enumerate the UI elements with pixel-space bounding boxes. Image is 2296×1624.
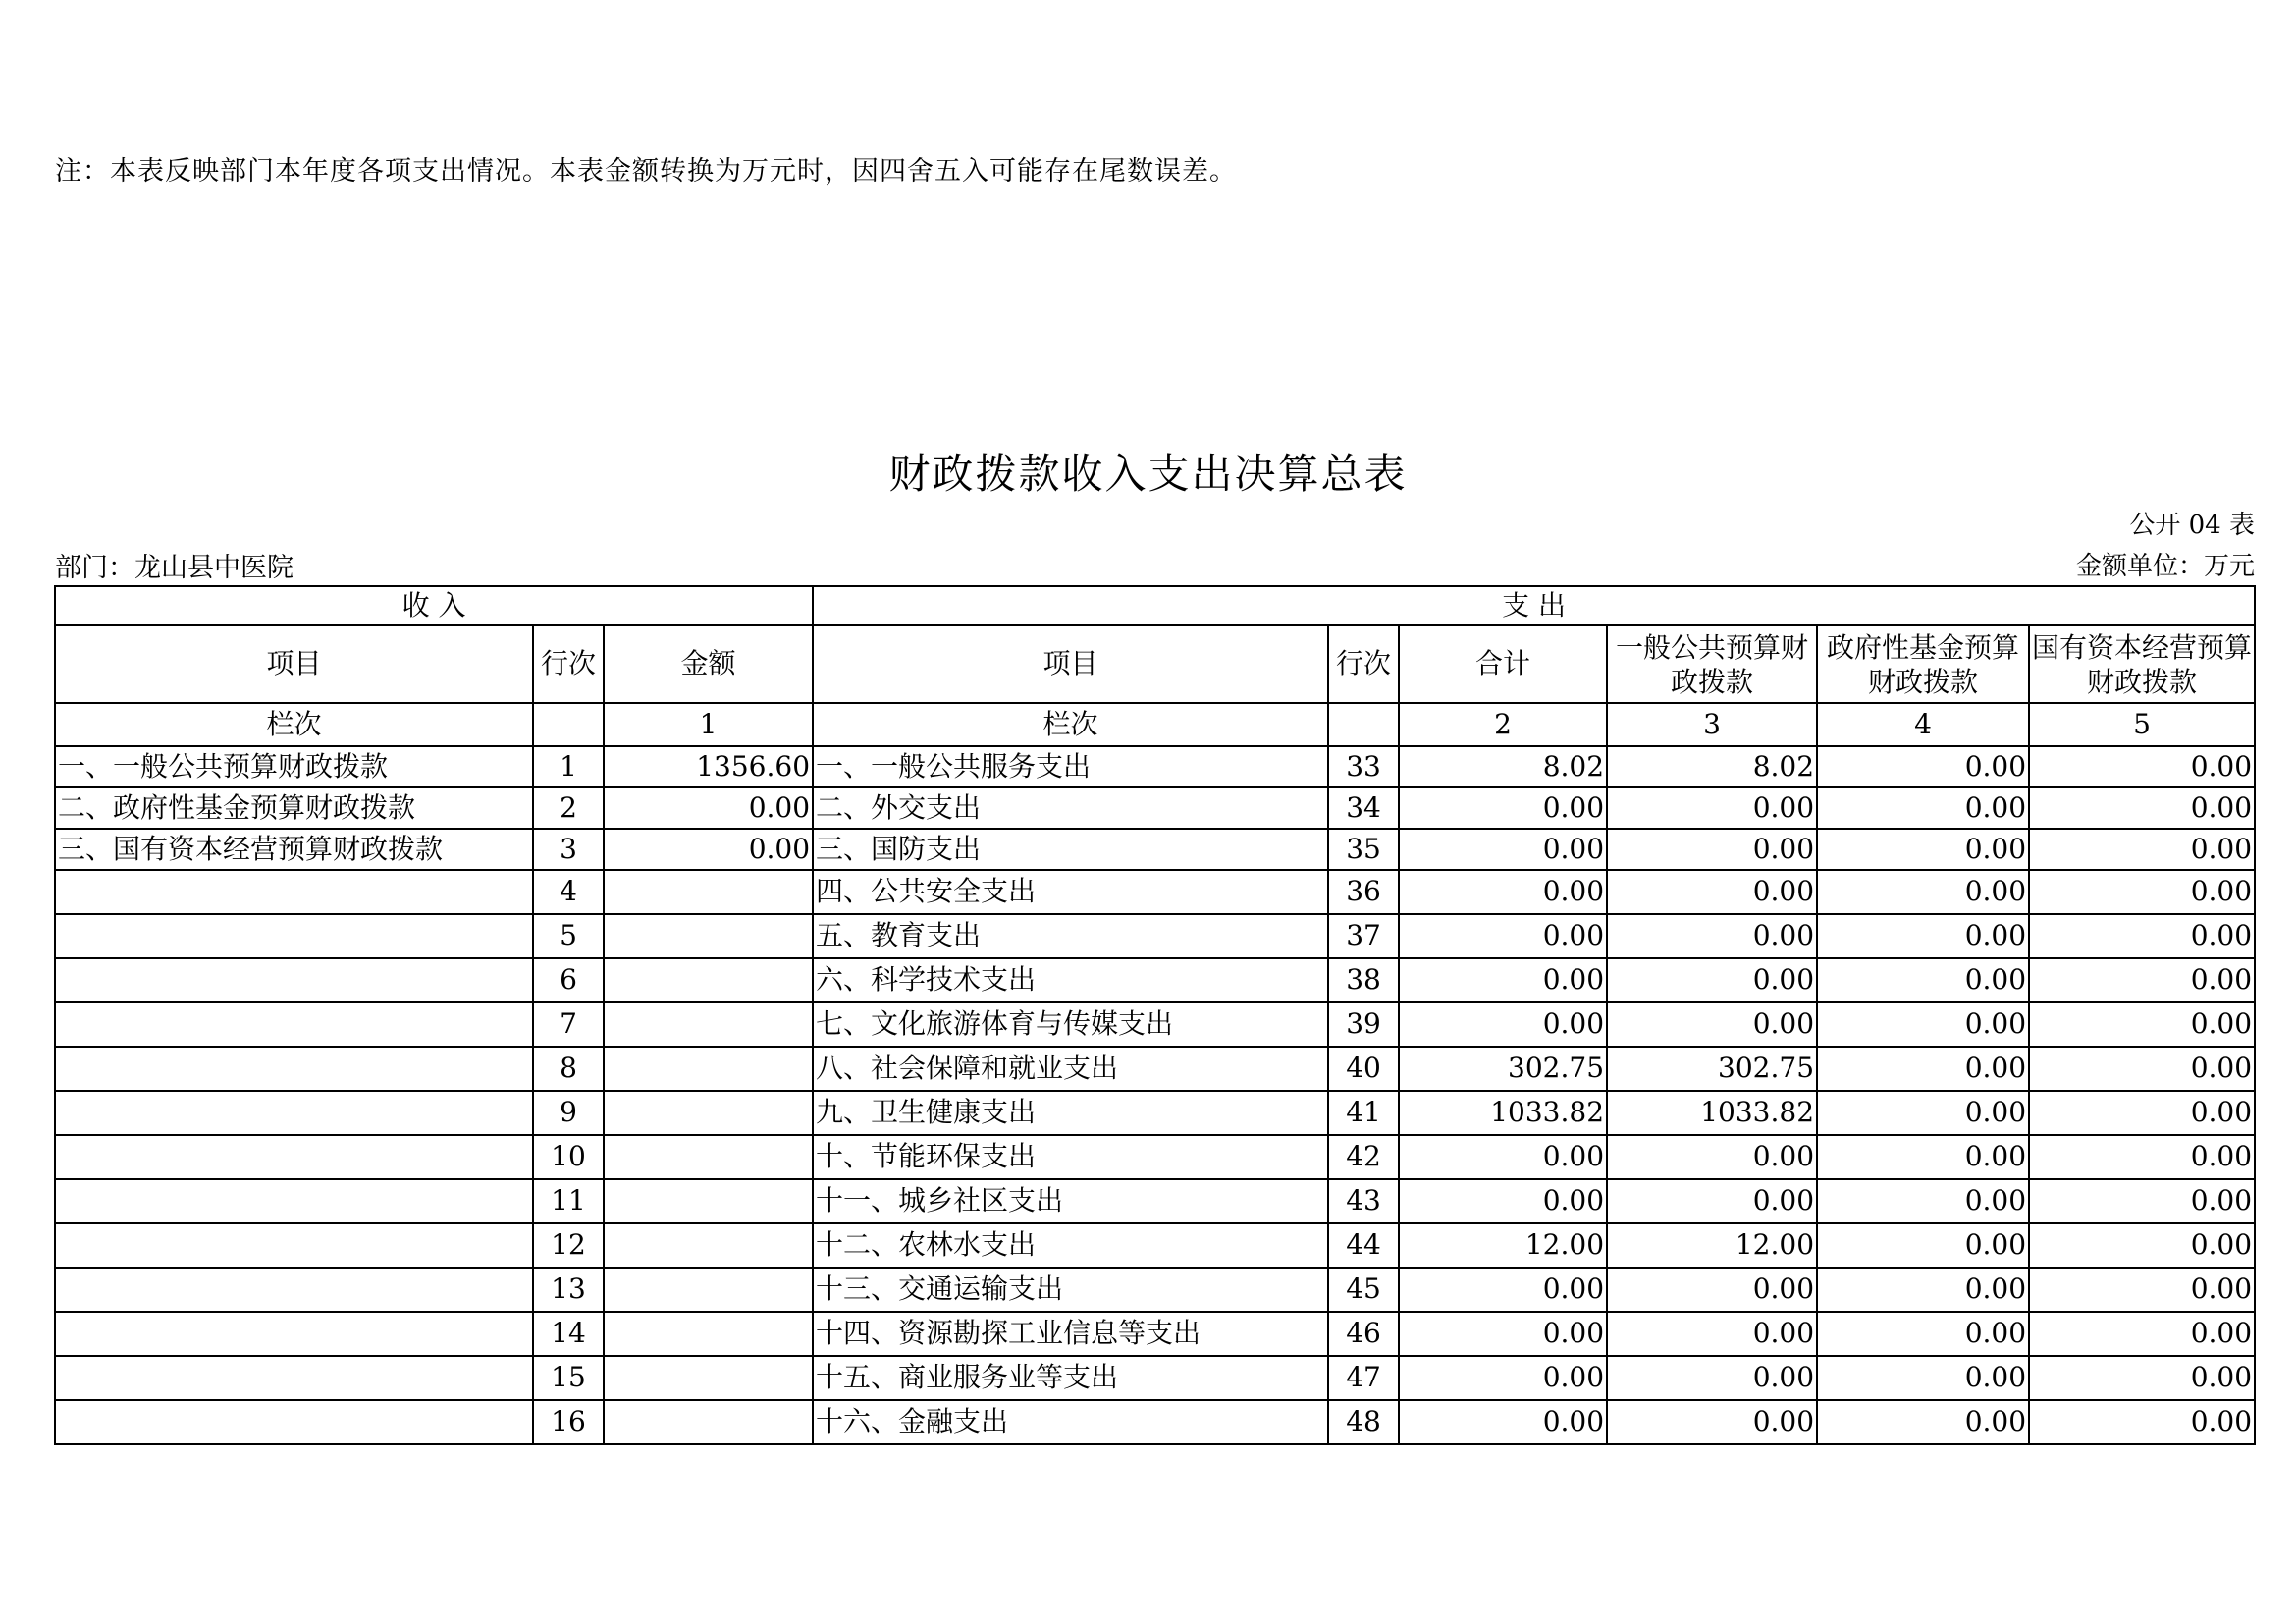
- general-budget-cell: 1033.82: [1607, 1091, 1817, 1135]
- table-row: [55, 1312, 2255, 1356]
- expense-item-cell: 七、文化旅游体育与传媒支出: [813, 1002, 1328, 1047]
- income-amount-header: 金额: [604, 625, 813, 703]
- expense-item-cell: 六、科学技术支出: [813, 958, 1328, 1002]
- income-amount-cell: 0.00: [604, 787, 813, 829]
- general-budget-header: 一般公共预算财政拨款: [1607, 625, 1817, 703]
- expense-row-no-cell: 48: [1328, 1400, 1399, 1444]
- income-row-no-col-number: [533, 703, 604, 746]
- income-row-no-cell: 7: [533, 1002, 604, 1047]
- income-item-cell: [55, 1047, 533, 1091]
- gov-fund-cell: 0.00: [1817, 1223, 2029, 1268]
- income-col-label: 栏次: [55, 703, 533, 746]
- table-row: [55, 1091, 2255, 1135]
- state-capital-cell: 0.00: [2029, 1268, 2255, 1312]
- expense-row-no-cell: 36: [1328, 870, 1399, 914]
- department-label: 部门：龙山县中医院: [55, 553, 294, 583]
- expense-item-cell: 一、一般公共服务支出: [813, 746, 1328, 787]
- expense-row-no-cell: 37: [1328, 914, 1399, 958]
- total-cell: 0.00: [1399, 1135, 1607, 1179]
- income-row-no-cell: 2: [533, 787, 604, 829]
- income-amount-cell: [604, 1400, 813, 1444]
- total-header: 合计: [1399, 625, 1607, 703]
- income-amount-cell: [604, 1268, 813, 1312]
- income-item-cell: [55, 1091, 533, 1135]
- expense-row-no-cell: 39: [1328, 1002, 1399, 1047]
- income-item-header: 项目: [55, 625, 533, 703]
- income-amount-cell: [604, 1002, 813, 1047]
- gov-fund-cell: 0.00: [1817, 787, 2029, 829]
- table-row: [55, 1179, 2255, 1223]
- expense-row-no-cell: 44: [1328, 1223, 1399, 1268]
- general-budget-cell: 8.02: [1607, 746, 1817, 787]
- income-amount-cell: [604, 1047, 813, 1091]
- income-item-cell: [55, 1312, 533, 1356]
- table-row: [55, 1047, 2255, 1091]
- general-budget-cell: 0.00: [1607, 1400, 1817, 1444]
- income-amount-cell: [604, 1356, 813, 1400]
- income-item-cell: [55, 914, 533, 958]
- income-amount-cell: [604, 1179, 813, 1223]
- col-number-4: 4: [1817, 703, 2029, 746]
- expense-row-no-cell: 42: [1328, 1135, 1399, 1179]
- state-capital-cell: 0.00: [2029, 1223, 2255, 1268]
- expense-row-no-cell: 34: [1328, 787, 1399, 829]
- expense-row-no-cell: 45: [1328, 1268, 1399, 1312]
- income-amount-cell: [604, 1091, 813, 1135]
- income-item-cell: [55, 1400, 533, 1444]
- income-item-cell: [55, 870, 533, 914]
- expense-item-cell: 十、节能环保支出: [813, 1135, 1328, 1179]
- income-amount-cell: [604, 1135, 813, 1179]
- income-amount-cell: [604, 1223, 813, 1268]
- state-capital-cell: 0.00: [2029, 829, 2255, 870]
- expense-item-cell: 九、卫生健康支出: [813, 1091, 1328, 1135]
- state-capital-cell: 0.00: [2029, 1312, 2255, 1356]
- income-amount-cell: 1356.60: [604, 746, 813, 787]
- table-row: [55, 1356, 2255, 1400]
- state-capital-cell: 0.00: [2029, 870, 2255, 914]
- state-capital-header: 国有资本经营预算财政拨款: [2029, 625, 2255, 703]
- income-item-cell: [55, 1223, 533, 1268]
- gov-fund-cell: 0.00: [1817, 746, 2029, 787]
- gov-fund-cell: 0.00: [1817, 1400, 2029, 1444]
- expense-item-cell: 十五、商业服务业等支出: [813, 1356, 1328, 1400]
- income-item-cell: [55, 1356, 533, 1400]
- income-row-no-cell: 4: [533, 870, 604, 914]
- income-item-cell: [55, 1268, 533, 1312]
- total-cell: 302.75: [1399, 1047, 1607, 1091]
- general-budget-cell: 0.00: [1607, 1356, 1817, 1400]
- income-item-cell: [55, 1135, 533, 1179]
- income-amount-cell: [604, 1312, 813, 1356]
- amount-unit-label: 金额单位：万元: [2075, 552, 2255, 581]
- total-cell: 0.00: [1399, 1312, 1607, 1356]
- state-capital-cell: 0.00: [2029, 1002, 2255, 1047]
- income-row-no-cell: 6: [533, 958, 604, 1002]
- income-section-header: 收 入: [55, 586, 813, 625]
- expense-item-cell: 十一、城乡社区支出: [813, 1179, 1328, 1223]
- state-capital-cell: 0.00: [2029, 1047, 2255, 1091]
- budget-summary-table: [54, 585, 2256, 1445]
- total-cell: 0.00: [1399, 1400, 1607, 1444]
- gov-fund-cell: 0.00: [1817, 870, 2029, 914]
- income-item-cell: 一、一般公共预算财政拨款: [55, 746, 533, 787]
- expense-item-cell: 十三、交通运输支出: [813, 1268, 1328, 1312]
- expense-row-no-cell: 38: [1328, 958, 1399, 1002]
- total-cell: 8.02: [1399, 746, 1607, 787]
- expense-row-no-cell: 46: [1328, 1312, 1399, 1356]
- table-row: [55, 746, 2255, 787]
- table-body: [55, 586, 2255, 1444]
- gov-fund-cell: 0.00: [1817, 958, 2029, 1002]
- table-row: [55, 1268, 2255, 1312]
- total-cell: 0.00: [1399, 829, 1607, 870]
- income-item-cell: [55, 1002, 533, 1047]
- gov-fund-cell: 0.00: [1817, 1135, 2029, 1179]
- gov-fund-cell: 0.00: [1817, 914, 2029, 958]
- state-capital-cell: 0.00: [2029, 746, 2255, 787]
- gov-fund-header: 政府性基金预算财政拨款: [1817, 625, 2029, 703]
- general-budget-cell: 0.00: [1607, 829, 1817, 870]
- total-cell: 0.00: [1399, 1268, 1607, 1312]
- table-row: [55, 914, 2255, 958]
- gov-fund-cell: 0.00: [1817, 1356, 2029, 1400]
- general-budget-cell: 0.00: [1607, 1002, 1817, 1047]
- table-row: [55, 829, 2255, 870]
- table-row: [55, 1002, 2255, 1047]
- expense-col-label: 栏次: [813, 703, 1328, 746]
- state-capital-cell: 0.00: [2029, 958, 2255, 1002]
- income-row-no-cell: 10: [533, 1135, 604, 1179]
- expense-item-cell: 八、社会保障和就业支出: [813, 1047, 1328, 1091]
- header-row-section: [55, 586, 2255, 625]
- expense-item-cell: 四、公共安全支出: [813, 870, 1328, 914]
- expense-row-no-col-number: [1328, 703, 1399, 746]
- gov-fund-cell: 0.00: [1817, 1002, 2029, 1047]
- col-number-3: 3: [1607, 703, 1817, 746]
- state-capital-cell: 0.00: [2029, 1179, 2255, 1223]
- table-row: [55, 1223, 2255, 1268]
- income-amount-cell: [604, 870, 813, 914]
- income-amount-cell: [604, 914, 813, 958]
- general-budget-cell: 0.00: [1607, 1179, 1817, 1223]
- total-cell: 1033.82: [1399, 1091, 1607, 1135]
- income-item-cell: 二、政府性基金预算财政拨款: [55, 787, 533, 829]
- gov-fund-cell: 0.00: [1817, 829, 2029, 870]
- gov-fund-cell: 0.00: [1817, 1268, 2029, 1312]
- state-capital-cell: 0.00: [2029, 787, 2255, 829]
- gov-fund-cell: 0.00: [1817, 1179, 2029, 1223]
- income-amount-cell: 0.00: [604, 829, 813, 870]
- gov-fund-cell: 0.00: [1817, 1091, 2029, 1135]
- table-row: [55, 958, 2255, 1002]
- total-cell: 0.00: [1399, 914, 1607, 958]
- total-cell: 0.00: [1399, 958, 1607, 1002]
- income-row-no-cell: 16: [533, 1400, 604, 1444]
- expense-row-no-header: 行次: [1328, 625, 1399, 703]
- table-row: [55, 1400, 2255, 1444]
- state-capital-cell: 0.00: [2029, 1135, 2255, 1179]
- expense-item-cell: 十二、农林水支出: [813, 1223, 1328, 1268]
- income-row-no-cell: 5: [533, 914, 604, 958]
- table-note: 注：本表反映部门本年度各项支出情况。本表金额转换为万元时，因四舍五入可能存在尾数误差。: [55, 156, 1237, 187]
- total-cell: 0.00: [1399, 1356, 1607, 1400]
- state-capital-cell: 0.00: [2029, 914, 2255, 958]
- header-row-columns: [55, 625, 2255, 703]
- income-row-no-cell: 13: [533, 1268, 604, 1312]
- total-cell: 0.00: [1399, 1179, 1607, 1223]
- expense-row-no-cell: 43: [1328, 1179, 1399, 1223]
- general-budget-cell: 0.00: [1607, 1268, 1817, 1312]
- col-number-1: 1: [604, 703, 813, 746]
- income-row-no-cell: 3: [533, 829, 604, 870]
- gov-fund-cell: 0.00: [1817, 1312, 2029, 1356]
- income-row-no-cell: 8: [533, 1047, 604, 1091]
- expense-item-cell: 二、外交支出: [813, 787, 1328, 829]
- expense-row-no-cell: 47: [1328, 1356, 1399, 1400]
- income-row-no-cell: 12: [533, 1223, 604, 1268]
- total-cell: 0.00: [1399, 787, 1607, 829]
- total-cell: 0.00: [1399, 1002, 1607, 1047]
- general-budget-cell: 12.00: [1607, 1223, 1817, 1268]
- expense-row-no-cell: 41: [1328, 1091, 1399, 1135]
- expense-row-no-cell: 33: [1328, 746, 1399, 787]
- general-budget-cell: 0.00: [1607, 1312, 1817, 1356]
- income-row-no-cell: 11: [533, 1179, 604, 1223]
- table-row: [55, 787, 2255, 829]
- income-row-no-cell: 9: [533, 1091, 604, 1135]
- col-number-2: 2: [1399, 703, 1607, 746]
- col-number-5: 5: [2029, 703, 2255, 746]
- general-budget-cell: 0.00: [1607, 870, 1817, 914]
- expense-item-header: 项目: [813, 625, 1328, 703]
- page-title: 财政拨款收入支出决算总表: [888, 450, 1408, 498]
- expense-item-cell: 十四、资源勘探工业信息等支出: [813, 1312, 1328, 1356]
- state-capital-cell: 0.00: [2029, 1091, 2255, 1135]
- income-item-cell: 三、国有资本经营预算财政拨款: [55, 829, 533, 870]
- expense-row-no-cell: 40: [1328, 1047, 1399, 1091]
- total-cell: 12.00: [1399, 1223, 1607, 1268]
- expense-item-cell: 三、国防支出: [813, 829, 1328, 870]
- gov-fund-cell: 0.00: [1817, 1047, 2029, 1091]
- expense-row-no-cell: 35: [1328, 829, 1399, 870]
- table-row: [55, 1135, 2255, 1179]
- header-row-column-numbers: [55, 703, 2255, 746]
- general-budget-cell: 0.00: [1607, 1135, 1817, 1179]
- income-row-no-cell: 15: [533, 1356, 604, 1400]
- income-item-cell: [55, 1179, 533, 1223]
- income-row-no-cell: 14: [533, 1312, 604, 1356]
- table-row: [55, 870, 2255, 914]
- income-item-cell: [55, 958, 533, 1002]
- income-row-no-header: 行次: [533, 625, 604, 703]
- expense-section-header: 支 出: [813, 586, 2255, 625]
- total-cell: 0.00: [1399, 870, 1607, 914]
- general-budget-cell: 0.00: [1607, 958, 1817, 1002]
- general-budget-cell: 0.00: [1607, 787, 1817, 829]
- state-capital-cell: 0.00: [2029, 1356, 2255, 1400]
- general-budget-cell: 0.00: [1607, 914, 1817, 958]
- general-budget-cell: 302.75: [1607, 1047, 1817, 1091]
- form-id: 公开 04 表: [2129, 511, 2255, 540]
- expense-item-cell: 五、教育支出: [813, 914, 1328, 958]
- state-capital-cell: 0.00: [2029, 1400, 2255, 1444]
- income-row-no-cell: 1: [533, 746, 604, 787]
- expense-item-cell: 十六、金融支出: [813, 1400, 1328, 1444]
- income-amount-cell: [604, 958, 813, 1002]
